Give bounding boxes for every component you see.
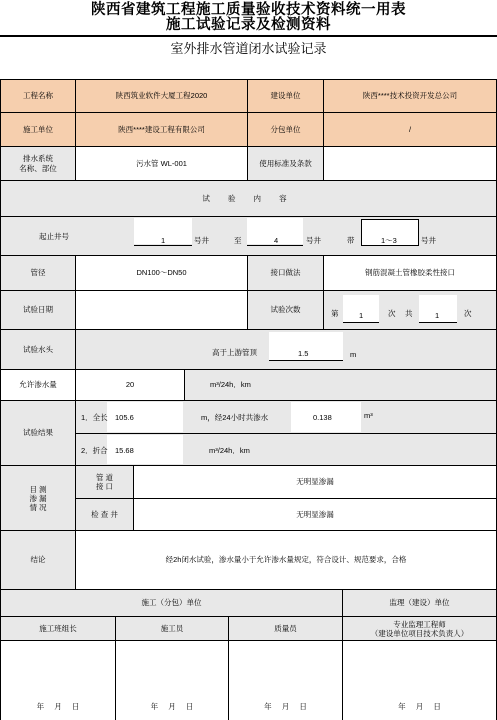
count-label: 试验次数 [248,291,324,330]
section-title: 试 验 内 容 [1,181,497,217]
system-label-line2: 名称、部位 [19,163,57,173]
head-unit: m [350,350,357,359]
subcontractor-value[interactable]: / [324,113,497,147]
r1-unit: m³ [364,411,373,420]
team-leader-date: 年 月 日 [36,702,80,711]
builder-value[interactable]: 陕西****技术投资开发总公司 [324,80,497,113]
standard-value[interactable] [324,147,497,181]
count-n[interactable]: 1 [359,311,364,320]
pipe-joint-value[interactable]: 无明显渗漏 [134,466,497,499]
well-with: 带 [347,236,355,245]
r2-value[interactable]: 15.68 [115,446,134,455]
team-leader-label: 施工班组长 [1,617,116,641]
r1-prefix: 1．全长 [81,413,108,422]
construction-unit-header: 施工（分包）单位 [1,590,343,617]
pipe-joint-label [76,466,134,499]
document-subtitle: 施工试验记录及检测资料 [166,17,331,33]
pipe-joint-label-1: 管 道 [95,473,114,482]
date-label: 试验日期 [1,291,76,330]
allow-unit: m³/24h．km [185,370,497,401]
count-mid: 次 [388,309,396,318]
constructor-date: 年 月 日 [150,702,194,711]
contractor-value[interactable]: 陕西****建设工程有限公司 [76,113,248,147]
well-from-unit: 号井 [194,236,209,245]
joint-label: 接口做法 [248,256,324,291]
count-total[interactable]: 1 [435,311,440,320]
team-leader-signature[interactable] [1,641,116,720]
well-branch-unit: 号井 [421,236,436,245]
well-label: 起止井号 [39,232,69,241]
pipe-joint-label-2: 接 口 [95,482,114,491]
count-prefix: 第 [331,309,339,318]
engineer-label-1: 专业监理工程师 [393,619,446,629]
quality-label: 质量员 [229,617,343,641]
builder-label: 建设单位 [248,80,324,113]
well-to-prefix: 至 [234,236,242,245]
system-value[interactable]: 污水管 WL-001 [76,147,248,181]
system-label-line1: 排水系统 [23,153,53,163]
engineer-date: 年 月 日 [398,702,441,711]
pipe-value[interactable]: DN100～DN50 [76,256,248,291]
count-total-prefix: 共 [405,309,413,318]
conclusion-value[interactable]: 经2h闭水试验，渗水量小于允许渗水量规定，符合设计、规范要求，合格 [76,531,497,590]
form-sheet [0,79,497,720]
pipe-label: 管径 [1,256,76,291]
form-title: 室外排水管道闭水试验记录 [170,41,327,56]
head-prefix: 高于上游管顶 [212,348,257,357]
engineer-label [343,617,497,641]
allow-label: 允许渗水量 [1,370,76,401]
subcontractor-label: 分包单位 [248,113,324,147]
document-title: 陕西省建筑工程施工质量验收技术资料统一用表 [91,2,406,18]
quality-signature[interactable] [229,641,343,720]
engineer-signature[interactable] [343,641,497,720]
r2-prefix: 2．折合 [81,446,108,455]
r1-water[interactable]: 0.138 [313,413,332,422]
r2-unit: m³/24h．km [209,446,250,455]
conclusion-label: 结论 [1,531,76,590]
r1-value[interactable]: 105.6 [115,413,134,422]
well-branch[interactable]: 1～3 [381,236,397,245]
project-name-value[interactable]: 陕西筑业软件大厦工程2020 [76,80,248,113]
well-to[interactable]: 4 [274,236,279,245]
header-divider [0,35,497,37]
observe-label-1: 目 测 [29,484,47,494]
inspection-well-value[interactable]: 无明显渗漏 [134,499,497,531]
well-from[interactable]: 1 [161,236,166,245]
joint-value[interactable]: 钢筋混凝土管橡胶柔性接口 [324,256,497,291]
project-name-label: 工程名称 [1,80,76,113]
quality-date: 年 月 日 [264,702,307,711]
system-label [1,147,76,181]
constructor-label: 施工员 [116,617,229,641]
count-suffix: 次 [464,309,472,318]
head-label: 试验水头 [1,330,76,370]
supervision-unit-header: 监理（建设）单位 [343,590,497,617]
standard-label: 使用标准及条款 [248,147,324,181]
observe-label [1,466,76,531]
well-to-unit: 号井 [306,236,321,245]
allow-value[interactable]: 20 [76,370,185,401]
date-value[interactable] [76,291,248,330]
engineer-label-2: （建设单位项目技术负责人） [370,628,469,638]
head-value[interactable]: 1.5 [298,349,309,358]
constructor-signature[interactable] [116,641,229,720]
observe-label-2: 渗 漏 [29,493,47,503]
contractor-label: 施工单位 [1,113,76,147]
r1-mid: m，经24小时共渗水 [201,413,269,422]
result-label: 试验结果 [1,401,76,466]
observe-label-3: 情 况 [29,502,47,512]
inspection-well-label: 检 查 井 [76,499,134,531]
